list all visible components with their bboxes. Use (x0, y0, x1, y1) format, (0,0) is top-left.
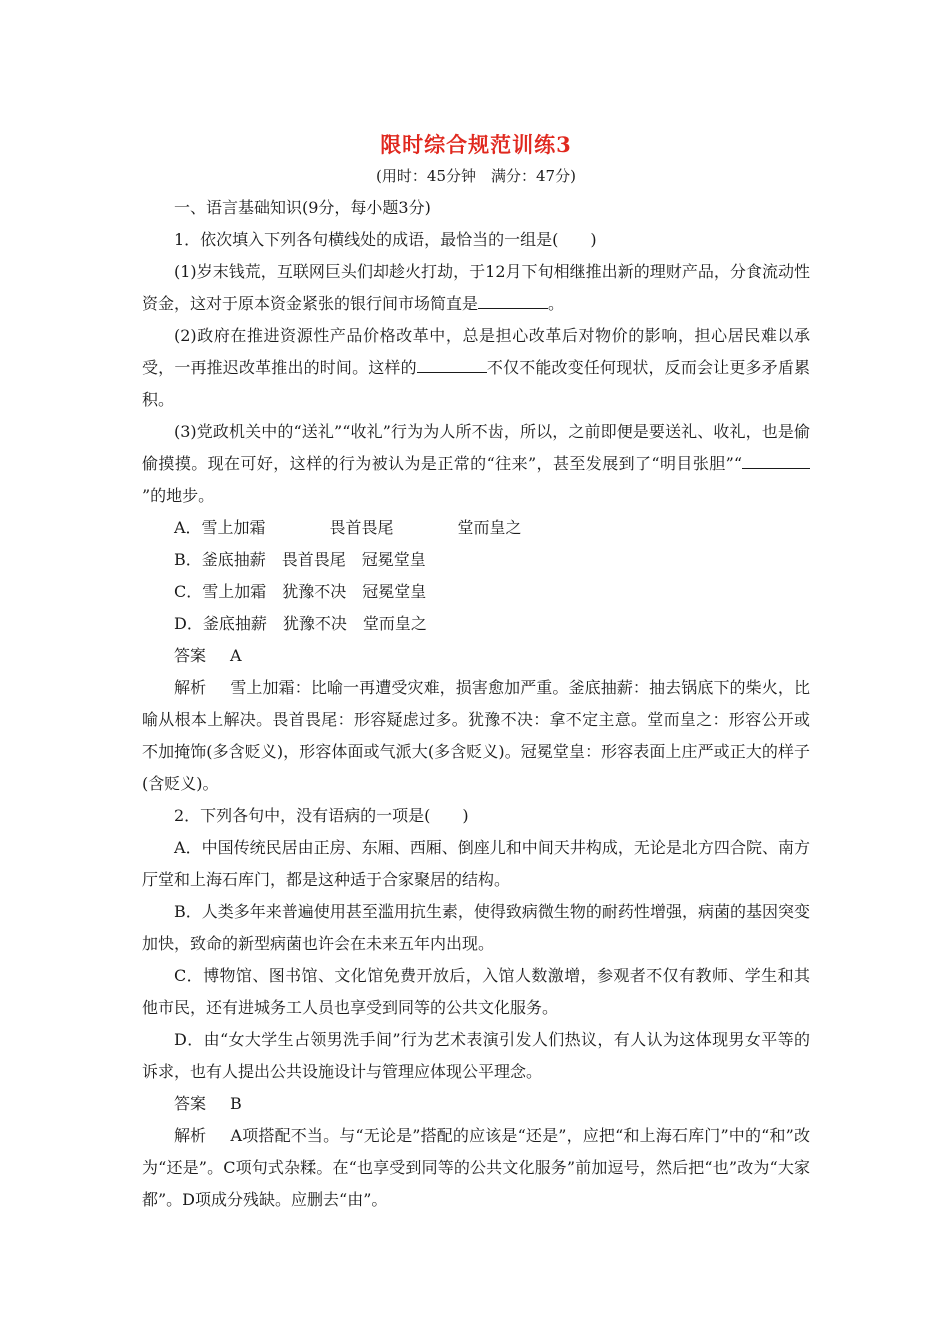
question-1-analysis: 解析 雪上加霜：比喻一再遭受灾难，损害愈加严重。釜底抽薪：抽去锅底下的柴火，比喻从根本上解决。畏首畏尾：形容疑虑过多。犹豫不决：拿不定主意。堂而皇之：形容公开或不加掩饰(多含贬义)，形容体面或气派大(多含贬义)。冠冕堂皇：形容表面上庄严或正大的样子(含贬义)。 (142, 678, 810, 793)
question-2-option-c: C．博物馆、图书馆、文化馆免费开放后，入馆人数激增，参观者不仅有教师、学生和其他市民，还有进城务工人员也享受到同等的公共文化服务。 (142, 966, 810, 1017)
fill-blank (478, 290, 548, 309)
question-1-option-d: D．釜底抽薪 犹豫不决 堂而皇之 (174, 614, 427, 633)
question-1-option-b: B．釜底抽薪 畏首畏尾 冠冕堂皇 (174, 550, 426, 569)
time-score-info: (用时：45分钟 满分：47分) (376, 167, 576, 185)
question-1-sentence-3: (3)党政机关中的“送礼”“收礼”行为为人所不齿，所以，之前即便是要送礼、收礼，也是偷偷摸摸。现在可好，这样的行为被认为是正常的“往来”，甚至发展到了“明目张胆”“”的地步。 (142, 422, 810, 505)
question-1-option-c: C．雪上加霜 犹豫不决 冠冕堂皇 (174, 582, 427, 601)
fill-blank (417, 354, 487, 373)
question-1-answer: 答案 A (174, 646, 242, 665)
question-2-option-b: B．人类多年来普遍使用甚至滥用抗生素，使得致病微生物的耐药性增强，病菌的基因突变加快，致命的新型病菌也许会在未来五年内出现。 (142, 902, 810, 953)
page-title: 限时综合规范训练3 (380, 132, 572, 157)
section-heading: 一、语言基础知识(9分，每小题3分) (174, 198, 431, 217)
question-2-option-d: D．由“女大学生占领男洗手间”行为艺术表演引发人们热议，有人认为这体现男女平等的诉求，也有人提出公共设施设计与管理应体现公平理念。 (142, 1030, 810, 1081)
fill-blank (742, 450, 810, 469)
question-2-option-a: A．中国传统民居由正房、东厢、西厢、倒座儿和中间天井构成，无论是北方四合院、南方厅堂和上海石库门，都是这种适于合家聚居的结构。 (142, 838, 810, 889)
question-2-answer: 答案 B (174, 1094, 242, 1113)
question-1-stem: 1．依次填入下列各句横线处的成语，最恰当的一组是( ) (174, 230, 597, 249)
question-1-option-a: A．雪上加霜 畏首畏尾 堂而皇之 (174, 518, 522, 537)
question-1-sentence-2: (2)政府在推进资源性产品价格改革中，总是担心改革后对物价的影响，担心居民难以承受，一再推迟改革推出的时间。这样的 不仅不能改变任何现状，反而会让更多矛盾累积。 (142, 326, 810, 409)
question-1-sentence-1: (1)岁末钱荒，互联网巨头们却趁火打劫，于12月下旬相继推出新的理财产品，分食流动性资金，这对于原本资金紧张的银行间市场简直是 。 (142, 262, 810, 313)
question-2-analysis: 解析 A项搭配不当。与“无论是”搭配的应该是“还是”，应把“和上海石库门”中的“和”改为“还是”。C项句式杂糅。在“也享受到同等的公共文化服务”前加逗号，然后把“也”改为“大家都”。D项成分残缺。应删去“由”。 (142, 1126, 810, 1209)
question-2-stem: 2．下列各句中，没有语病的一项是( ) (174, 806, 469, 825)
